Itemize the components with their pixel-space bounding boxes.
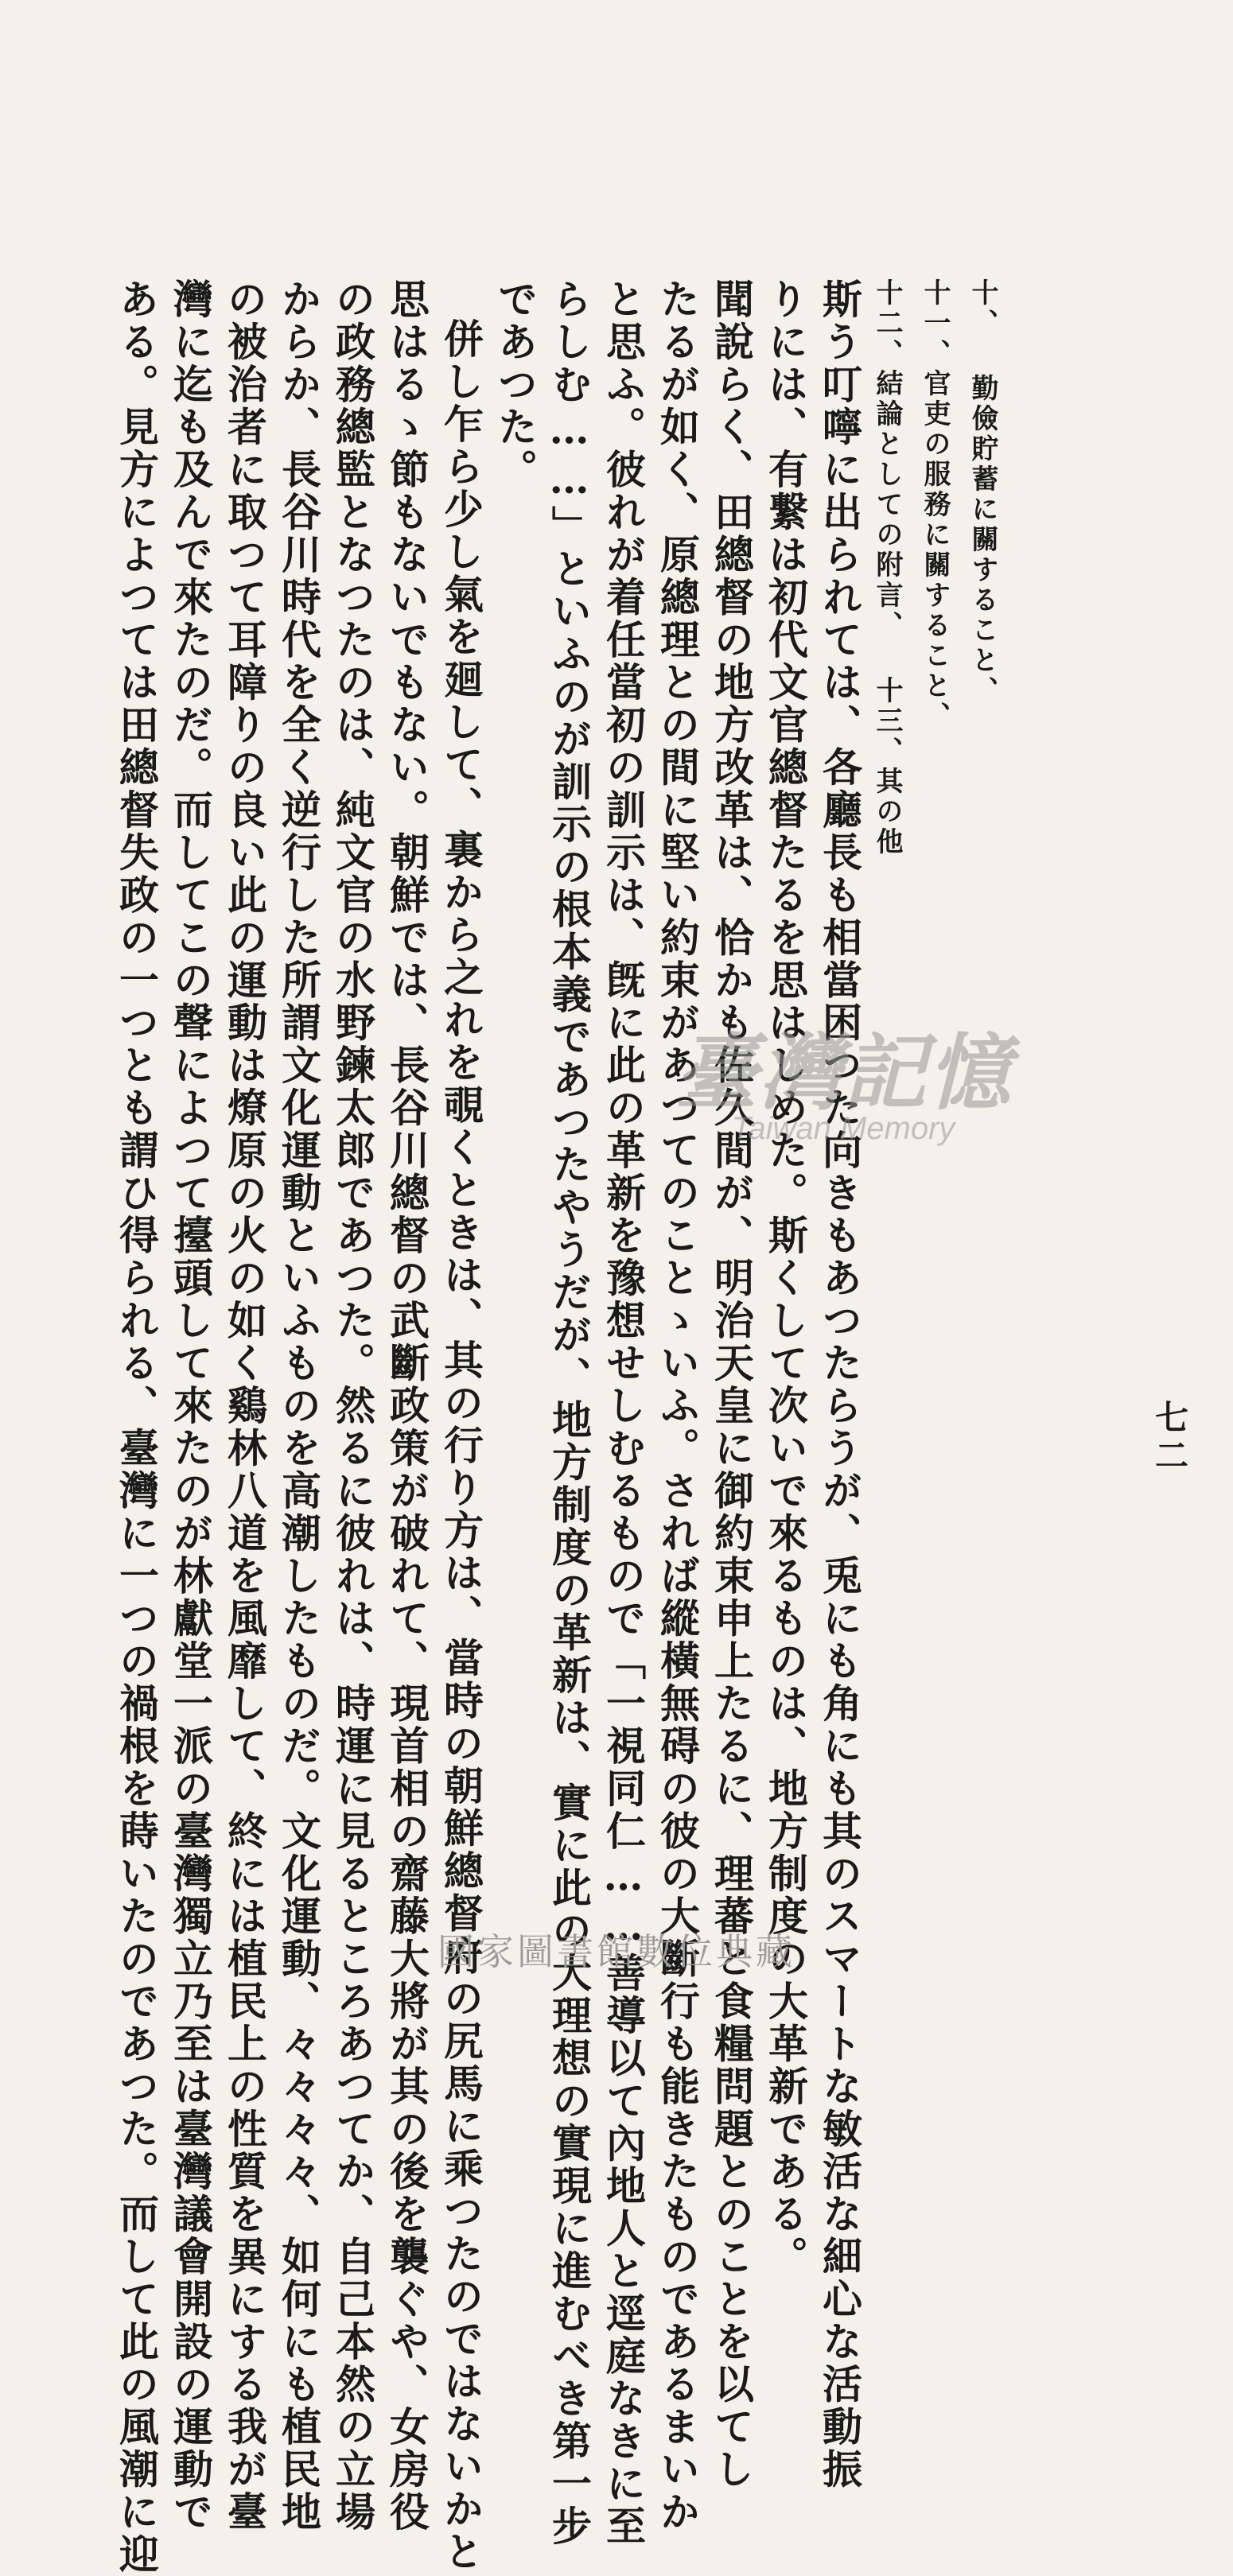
body-line: 併し乍ら少し氣を廻して、裏から之れを覗くときは、其の行り方は、當時の朝鮮總督府の尻馬に乘つたのではないかと <box>438 318 484 2574</box>
body-line: 灣に迄も及んで來たのだ。而してこの聲によつて擡頭して來たのが林獻堂一派の臺灣獨立乃至は臺灣議會開設の運動で <box>167 278 214 2534</box>
toc-item: 十一、官吏の服務に關すること、 <box>919 278 951 732</box>
footer-archive-label: 國家圖書館數位典藏 <box>438 1930 795 1973</box>
body-line: 聞說らく、田總督の地方改革は、恰かも佐久間が、明治天皇に御約束申上たるに、理蕃と食糧問題とのことを以てし <box>708 278 755 2491</box>
body-line: りには、有繋は初代文官總督たるを思はしめた。斯くして次いで來るものは、地方制度の大革新である。 <box>762 278 809 2279</box>
watermark-sub-text: Taiwan Memory <box>731 1111 955 1146</box>
body-line: と思ふ。彼れが着任當初の訓示は、旣に此の革新を豫想せしむるもので「一視同仁……善導以て內地人と逕庭なきに至 <box>600 278 647 2548</box>
body-line: 思はるゝ節もないでもない。朝鮮では、長谷川總督の武斷政策が破れて、現首相の齋藤大將が其の後を襲ぐや、女房役 <box>383 278 430 2534</box>
body-line: 斯う叮嚀に出られては、各廳長も相當困つた向きもあつたらうが、兎にも角にも其のスマートな敏活な細心な活動振 <box>816 278 863 2491</box>
body-line: であつた。 <box>492 278 539 491</box>
watermark-main-text: 臺灣記憶 <box>674 1024 1012 1121</box>
body-line: の政務總監となつたのは、純文官の水野鍊太郎であつた。然るに彼れは、時運に見るところあつてか、自己本然の立場 <box>329 278 376 2534</box>
body-line: ある。見方によつては田總督失政の一つとも謂ひ得られる、臺灣に一つの禍根を蒔いたのであつた。而して此の風潮に迎 <box>113 278 160 2576</box>
body-line: らしむ……」といふのが訓示の根本義であつたやうだが、地方制度の革新は、實に此の大理想の實現に進むべき第一步 <box>546 278 593 2548</box>
body-line: からか、長谷川時代を全く逆行した所謂文化運動といふものを高潮したものだ。文化運動、々々々々、如何にも植民地 <box>275 278 322 2534</box>
toc-item: 十、 勤儉貯蓄に關すること、 <box>967 278 998 706</box>
toc-item: 十二、結論としての附言、 十三、其の他 <box>871 278 903 857</box>
body-line: の被治者に取つて耳障りの良い此の運動は燎原の火の如く鷄林八道を風靡して、終には植民上の性質を異にする我が臺 <box>221 278 268 2534</box>
page-number: 七二 <box>1150 1400 1189 1476</box>
body-line: たるが如く、原總理との間に堅い約束があつてのことゝいふ。されば縱橫無碍の彼の大斷行も能きたものであるまいか <box>654 278 701 2534</box>
